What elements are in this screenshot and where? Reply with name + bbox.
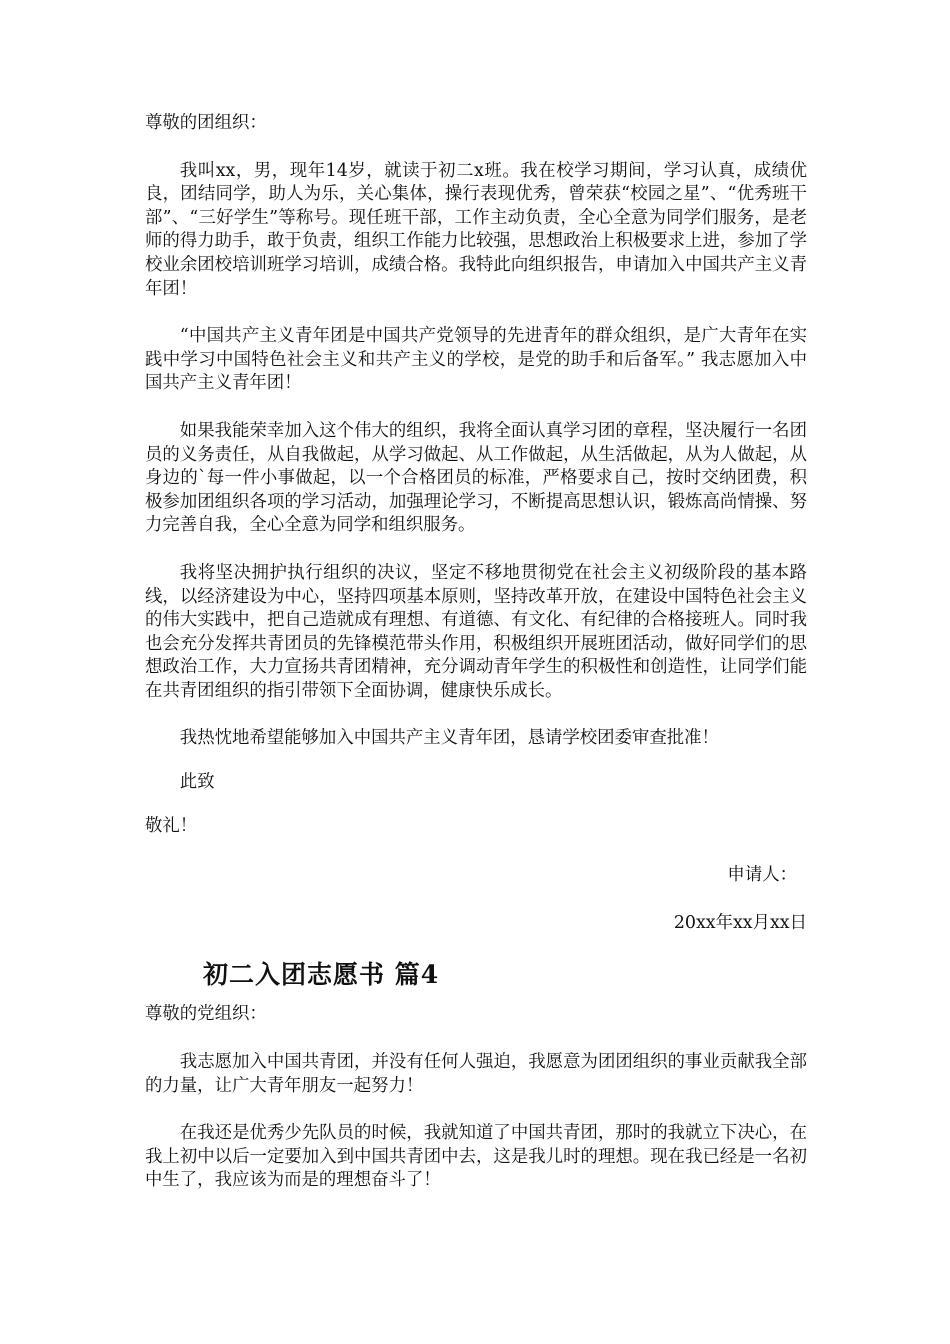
salutation: 尊敬的党组织： bbox=[145, 1004, 267, 1025]
body-paragraph: 如果我能荣幸加入这个伟大的组织，我将全面认真学习团的章程，坚决履行一名团员的义务责任，从自我做起，从学习做起、从工作做起，从生活做起，从为人做起，从身边的`每一件小事做起，以一个合格团员的标准，严格要求自己，按时交纳团费，积极参加团组织各项的学习活动，加强理论学习，不断提高思想认识，锻炼高尚情操、努力完善自我，全心全意为同学和组织服务。 bbox=[145, 420, 807, 536]
letter-section-4 bbox=[145, 957, 807, 1193]
body-paragraph: 我热忱地希望能够加入中国共产主义青年团，恳请学校团委审查批准！ bbox=[179, 728, 719, 749]
body-paragraph: 我叫xx，男，现年14岁，就读于初二x班。我在校学习期间，学习认真，成绩优良，团结同学，助人为乐，关心集体，操行表现优秀，曾荣获“校园之星”、“优秀班干部”、“三好学生”等称号。现任班干部，工作主动负责，全心全意为同学们服务，是老师的得力助手，敢于负责，组织工作能力比较强，思想政治上积极要求上进，参加了学校业余团校培训班学习培训，成绩合格。我特此向组织报告，申请加入中国共产主义青年团！ bbox=[145, 160, 807, 299]
section-title: 初二入团志愿书 篇4 bbox=[203, 960, 440, 990]
date-line: 20xx年xx月xx日 bbox=[673, 912, 807, 933]
body-paragraph: 我将坚决拥护执行组织的决议，坚定不移地贯彻党在社会主义初级阶段的基本路线，以经济建设为中心，坚持四项基本原则，坚持改革开放，在建设中国特色社会主义的伟大实践中，把自己造就成有理想、有道德、有文化、有纪律的合格接班人。同时我也会充分发挥共青团员的先锋模范带头作用，积极组织开展班团活动，做好同学们的思想政治工作，大力宣扬共青团精神，充分调动青年学生的积极性和创造性，让同学们能在共青团组织的指引带领下全面协调，健康快乐成长。 bbox=[145, 562, 807, 701]
closing-line: 敬礼！ bbox=[145, 815, 198, 836]
letter-section-3 bbox=[145, 112, 807, 935]
closing-line: 此致 bbox=[179, 772, 215, 793]
signature-line: 申请人： bbox=[727, 865, 797, 886]
body-paragraph: “中国共产主义青年团是中国共产党领导的先进青年的群众组织，是广大青年在实践中学习中国特色社会主义和共产主义的学校，是党的助手和后备军。” 我志愿加入中国共产主义青年团！ bbox=[145, 326, 807, 394]
salutation: 尊敬的团组织： bbox=[145, 113, 267, 133]
body-paragraph: 我志愿加入中国共青团，并没有任何人强迫，我愿意为团团组织的事业贡献我全部的力量，让广大青年朋友一起努力！ bbox=[145, 1052, 807, 1096]
document-page bbox=[145, 112, 807, 1193]
body-paragraph: 在我还是优秀少先队员的时候，我就知道了中国共青团，那时的我就立下决心，在我上初中以后一定要加入到中国共青团中去，这是我儿时的理想。现在我已经是一名初中生了，我应该为而是的理想奋斗了！ bbox=[145, 1123, 807, 1191]
